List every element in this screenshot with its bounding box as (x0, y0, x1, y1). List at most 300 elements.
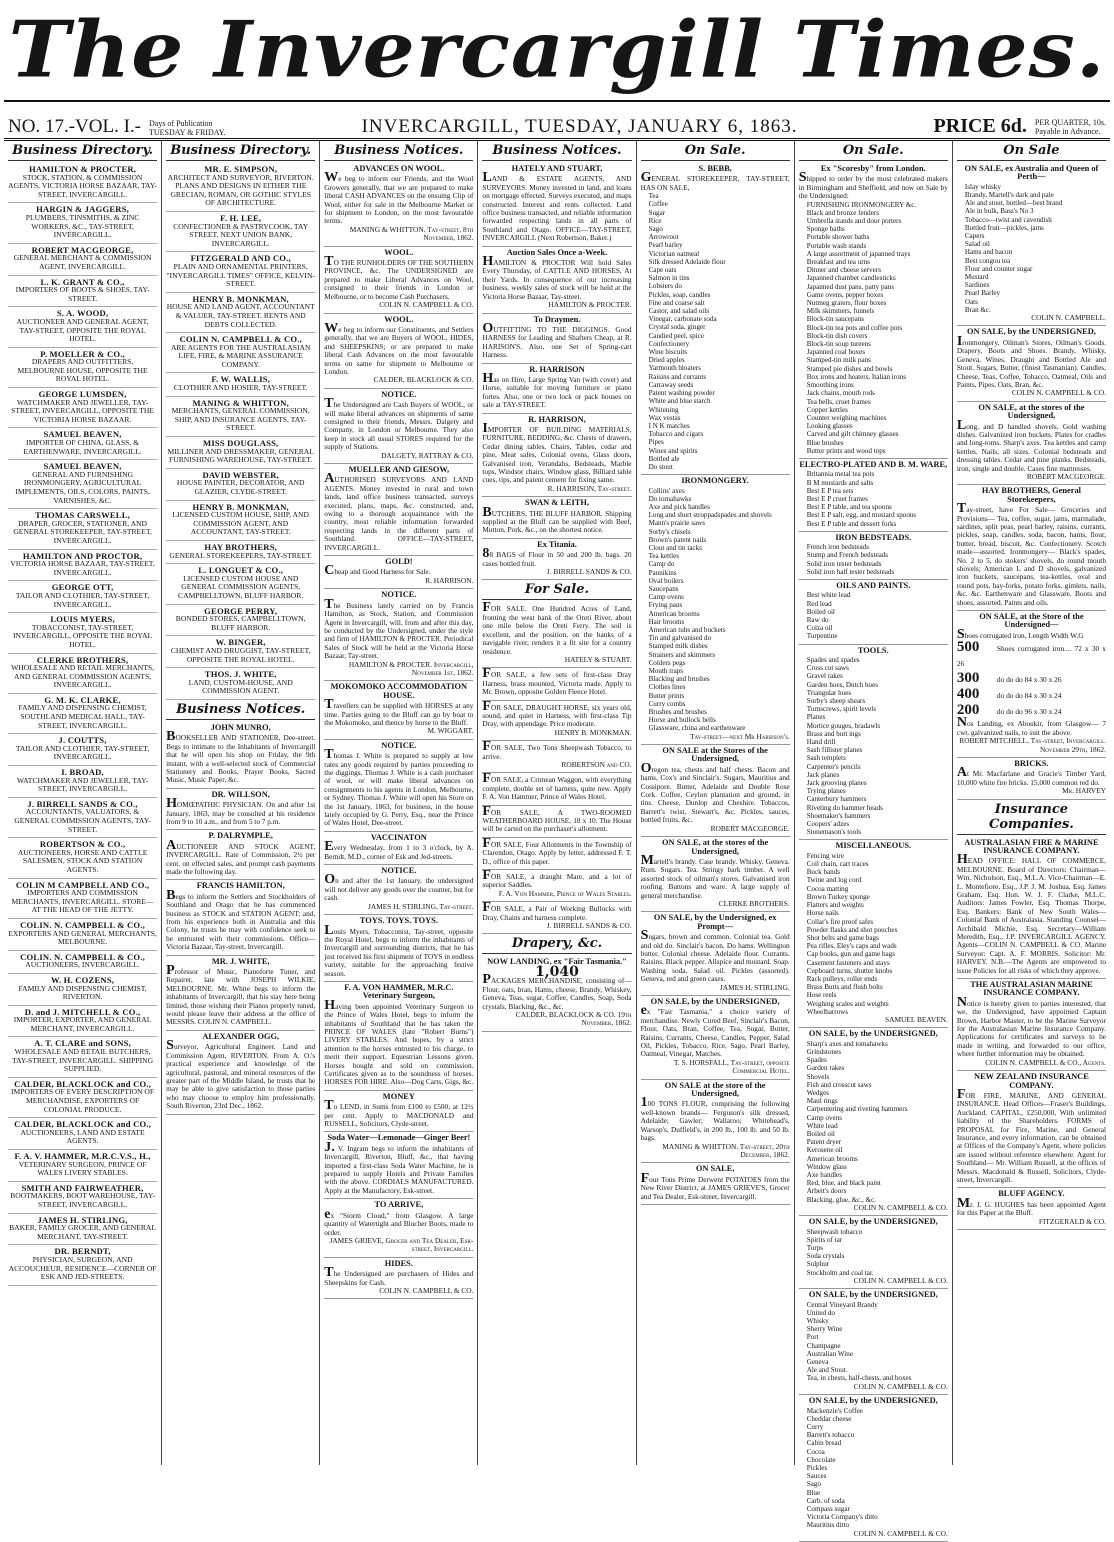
list-item: Shoemaker's hammers (806, 811, 871, 820)
advertisement (641, 1163, 790, 1205)
advertisement (324, 915, 473, 982)
business-name: W. H. COZENS, (50, 974, 115, 985)
directory-card (8, 694, 157, 734)
list-item: Buck bands (806, 868, 841, 877)
list-item: Block-tin saucepans (806, 315, 865, 324)
list-item: Pannikins (648, 568, 677, 577)
ad-body: Every Wednesday, from 1 to 3 o'clock, by A. Berndt, M.D., corner of Esk and Jed-streets. (324, 839, 474, 861)
list-item: Pearl barley (648, 241, 683, 250)
column-4 (478, 141, 636, 1465)
business-line: GENERAL MERCHANT & COMMISSION AGENT, INVERCARGILL. (13, 253, 152, 271)
list-item: FURNISHING IRONMONGERY &c. (806, 200, 917, 209)
list-item: Castor, and salad oils (648, 307, 709, 316)
list-item: Stamped pie dishes and bowls (806, 364, 893, 373)
directory-card (166, 501, 315, 541)
business-name: A. T. CLARE and SONS, (34, 1038, 131, 1049)
directory-card (8, 734, 157, 766)
advertisement (324, 740, 473, 832)
ad-title: ON SALE, by the UNDERSIGNED, (808, 1290, 938, 1300)
ad-signature: MANING & WHITTON. Tay-street, 8th November, 1862. (349, 224, 474, 243)
list-item: Cupboard turns, shutter knobs (806, 966, 893, 975)
list-item: Weighing scales and weights (806, 999, 889, 1008)
list-item: Spades and spades (806, 656, 860, 664)
ad-body: To LEND, in Sums from £100 to £500, at 12½ per cent. Apply to MACDONALD and RUSSELL, Solicitors, Clyde-street. (324, 1098, 474, 1129)
advertisement (957, 326, 1106, 401)
list-item: Compass sugar (806, 1504, 850, 1513)
item-list (799, 470, 948, 527)
business-line: IMPORTERS AND COMMISSION MERCHANTS, INVERCARGILL. STORE—AT THE HEAD OF THE JETTY. (11, 888, 154, 915)
business-line: BONDED STORES, CAMPBELLTOWN, BLUFF HARBOR. (175, 614, 306, 632)
list-item: Sardines (964, 281, 990, 290)
advertisement (799, 163, 948, 459)
advertisement (324, 247, 473, 314)
ad-signature: CLERKE BROTHERS. (718, 898, 790, 908)
list-item: Cocoa (806, 1447, 825, 1456)
list-item: Stamped milk dishes (648, 642, 708, 651)
directory-card (8, 581, 157, 613)
ad-body: BUTCHERS, THE BLUFF HARBOR. Shipping supplied at the Bluff can be supplied with Beef, Mutton, Pork, &c., on the shortest notice. (482, 504, 632, 535)
ad-title: TOOLS. (857, 645, 889, 655)
list-item: Do tomahawks (648, 494, 692, 503)
advertisement (324, 464, 473, 556)
ad-body: Cheap and Good Harness for Sale. (324, 563, 431, 579)
list-item: Wheelbarrows (806, 1007, 849, 1016)
column-2 (162, 141, 320, 1465)
ad-title: ALEXANDER OGG, (202, 1031, 280, 1041)
advertisement (641, 996, 790, 1080)
list-item: Garden hoes, Dutch hoes (806, 680, 879, 689)
list-item: American brooms (648, 609, 700, 618)
list-item: Ale and Stout. (806, 1366, 848, 1375)
business-name: D. and J. MITCHELL & CO., (24, 1006, 141, 1017)
ad-body: TO THE RUNHOLDERS OF THE SOUTHERN PROVINCE, &c. The UNDERSIGNED are prepared to make Liberal Advances on Wool, consigned to their friends in London or Melbourne, or to become Cash Purchasers. (324, 254, 474, 301)
package-count: 1,040 (535, 963, 579, 980)
list-item: Sauces (806, 1472, 827, 1481)
quantity-row (957, 687, 1106, 703)
directory-card (8, 307, 157, 347)
list-item: Jack grooving planes (806, 779, 867, 788)
ad-body: The Undersigned are purchasers of Hides and Sheepskins for Cash. (324, 1265, 474, 1287)
ad-signature: COLIN N. CAMPBELL & CO. (853, 1381, 948, 1391)
list-item: Yarmouth bloaters (648, 364, 701, 373)
list-item: Blue (806, 1488, 821, 1497)
directory-card (166, 333, 315, 373)
ad-body: Surveyor, Agricultural Engineer. Land and Commission Agent, RIVERTON. From A. O.'s practical experience and knowledge of the agricultural, pastoral, and mineral resources of the greater part of the Middle Island, he trusts that he may be able to give satisfaction to those parties who may choose to employ him professionally. South Riverton, 23rd Dec., 1862. (166, 1038, 316, 1111)
list-item: Horse and bullock bells (648, 716, 716, 725)
list-item: Pickles (806, 1463, 828, 1472)
list-item: Mortice gouges, bradawls (806, 721, 881, 730)
list-item: Brandy, Martell's dark and pale (964, 191, 1054, 200)
business-name: LOUIS MYERS, (50, 614, 115, 625)
business-name: CALDER, BLACKLOCK and CO., (14, 1119, 152, 1130)
ad-title: S. BEBB, (698, 164, 732, 173)
advertisement (957, 758, 1106, 800)
business-line: VICTORIA HORSE BAZAAR, TAY-STREET, INVERCARGILL. (10, 559, 155, 577)
business-line: PLUMBERS, TINSMITHS, & ZINC WORKERS, &C., TAY-STREET, INVERCARGILL. (25, 212, 140, 240)
ad-body: BOOKSELLER AND STATIONER, Dee-street. Begs to intimate to the Inhabitants of Invercargill that he will open his shop on Friday, the 9th instant, with a well-selected stock of Commercial Stationery and Books, Prayer Books, Sacred Music, Music Paper, &c. (166, 729, 316, 785)
advertisement (799, 532, 948, 580)
list-item: Best E P cruet frames (806, 494, 868, 503)
list-item: Twine and log cord (806, 876, 862, 885)
ad-body: FOR SALE, a Crimean Waggon, with everything complete, double set of harness, quite new. Apply F. A. Von Hammer, Prince of Wales Hotel. (482, 771, 632, 802)
list-item: Rack pulleys, roller ends (806, 974, 878, 983)
list-item: Casement fasteners and stays (806, 958, 890, 967)
business-line: VETERINARY SURGEON, PRINCE OF WALES LIVERY STABLES. (18, 1159, 147, 1178)
ad-title: ON SALE at the store of the Undersigned, (664, 1080, 766, 1099)
list-item: Hair brooms (648, 617, 685, 626)
ad-body: HAMILTON & PROCTOR Will hold Sales Every Thursday, of CATTLE AND HORSES, At their Yards. In consequence of our increasing business, weekly sales of stock will be held at the Victoria Horse Bazaar, Tay-street. (482, 254, 632, 301)
business-line: TAILOR AND CLOTHIER, TAY-STREET, INVERCARGILL. (15, 590, 150, 609)
section-heading: On Sale. (641, 141, 790, 161)
advertisement (482, 314, 631, 364)
business-name: HENRY B. MONKMAN, (192, 293, 289, 304)
directory-card (166, 293, 315, 333)
list-item: Turnscrews, spirit levels (806, 705, 876, 714)
list-item: Nutmeg graters, flour boxes (806, 299, 887, 308)
list-item: Silk dressed Adelaide flour (648, 257, 726, 266)
ad-signature: J. BIRRELL SANDS & CO. (546, 921, 632, 931)
business-name: F. W. WALLIS, (211, 374, 271, 385)
business-line: ACCOUNTANTS, VALUATORS, & GENERAL COMMISSION AGENTS, TAY-STREET. (14, 807, 151, 834)
section-heading: Business Directory. (166, 141, 315, 161)
quantity: 300 (956, 670, 980, 687)
list-item: Portable wash stands (806, 241, 867, 250)
list-item: Fine and coarse salt (648, 298, 705, 307)
list-item: Breakfast and tea urns (806, 258, 870, 267)
list-item: Riveting do hammer heads (806, 803, 883, 812)
ad-body: We beg to inform our Constituents, and Settlers generally, that we are Buyers of WOOL, HIDES, and SHEEPSKINS; or are prepared to make liberal Cash Advances on the most favourable terms on same for shipment to Melbourne or London. (324, 320, 474, 376)
ad-title: NEW ZEALAND INSURANCE COMPANY. (974, 1072, 1089, 1090)
list-item: Brushes and brushes (648, 708, 707, 717)
section-heading: Drapery, &c. (482, 934, 631, 954)
business-line: MILLINER AND DRESSMAKER, GENERAL FURNISHING WAREHOUSE, TAY-STREET. (167, 446, 314, 465)
list-item: Best E P table, and tea spoons (806, 503, 892, 512)
ad-signature: M. WIGGART. (427, 726, 474, 736)
directory-card (8, 766, 157, 798)
list-item: Planes (806, 713, 826, 722)
list-item: Saucepans (648, 584, 679, 593)
directory-card (166, 373, 315, 396)
list-item: Best E P tea sets (806, 486, 854, 495)
directory-card (166, 668, 315, 700)
ad-signature: ROBERTSON and CO. (561, 759, 632, 769)
advertisement (482, 741, 631, 773)
quantity-spec: Shoes corrugated iron.... 72 x 30 x 26 (956, 644, 1106, 669)
list-item: Ale in bulk, Bass's No 3 (964, 207, 1034, 216)
ad-title: MOKOMOKO ACCOMMODATION HOUSE. (330, 682, 468, 700)
ad-title: THE AUSTRALASIAN MARINE INSURANCE COMPANY. (970, 980, 1093, 998)
list-item: Sulphur (806, 1260, 830, 1269)
directory-card (166, 397, 315, 437)
ad-body: GENERAL STOREKEEPER, TAY-STREET, HAS ON SALE, (640, 170, 790, 192)
list-item: Grindstones (806, 1047, 841, 1056)
ad-body: Martell's brandy. Case brandy. Whisky. Geneva. Rum. Sugars. Tea. Stringy bark timber. A well assorted stock of oilman's stores. Galvanised iron roofing. Buttons and ware. A large supply of general merchandise. (640, 852, 790, 900)
list-item: Cheddar cheese (806, 1414, 852, 1423)
ad-title: VACCINATON (370, 832, 427, 842)
list-item: Jack chains, mouth rods (806, 389, 875, 398)
advertisement (799, 1395, 948, 1542)
ad-body: FOR SALE, Two Tons Sheepwash Tobacco, to arrive. (482, 739, 632, 761)
list-item: Wines and spirits (648, 446, 698, 455)
ad-title: ON SALE, at the stores of the Undersigned, (662, 838, 769, 856)
list-item: Shovels (806, 1072, 830, 1081)
ad-title: ON SALE at the Stores of the Undersigned, (662, 746, 768, 764)
ad-signature: J. BIRRELL SANDS & CO. (546, 567, 632, 577)
ad-title: ON SALE, by the UNDERSIGNED, (808, 1396, 938, 1406)
list-item: Carved and gilt chimney glasses (806, 430, 899, 439)
directory-card (8, 613, 157, 653)
business-line: TAILOR AND CLOTHIER, TAY-STREET, INVERCARGILL. (15, 743, 150, 762)
directory-card (8, 163, 157, 203)
ad-body: Louis Myers, Tobacconist, Tay-street, opposite the Royal Hotel, begs to inform the inhabitants of Invercargill and surrounding districts, that he has just received his first shipment of TOYS in endless variety, suitable for the approaching festive season. (324, 922, 474, 978)
advertisement (957, 979, 1106, 1071)
list-item: Japanned dust pans, patty pans (806, 282, 894, 291)
directory-card (8, 276, 157, 308)
list-item: Port (806, 1333, 819, 1342)
list-item: Spades (806, 1056, 827, 1065)
list-item: Jack planes (806, 770, 840, 779)
advertisement (482, 414, 631, 498)
list-item: Coopers' adzes (806, 820, 850, 829)
ad-title: ADVANCES ON WOOL. (353, 164, 445, 173)
business-name: J. COUTTS, (58, 735, 107, 746)
list-item: Colders pegs (648, 658, 686, 667)
list-item: Butter prints and wood tops (806, 446, 886, 455)
list-item: Sheepwash tobacco (806, 1227, 863, 1236)
business-name: HAY BROTHERS, (204, 541, 278, 552)
list-item: Oats (964, 297, 978, 306)
list-item: Solid iron tester bedsteads (806, 559, 882, 568)
list-item: Shot belts and game bags (806, 933, 879, 942)
list-item: Tea, in chests, half-chests, and boxes (806, 1374, 912, 1383)
list-item: Sago (648, 225, 663, 234)
advertisement (482, 163, 631, 247)
list-item: Cocoa matting (806, 884, 849, 893)
list-item: Lobsters do (648, 282, 682, 291)
directory-card (8, 1245, 157, 1285)
list-item: Bottled fruit—pickles, jams (964, 223, 1044, 232)
ad-signature: FITZGERALD & CO. (1038, 1216, 1106, 1226)
list-item: Pearl Barley (964, 289, 1001, 298)
business-line: WHOLESALE AND RETAIL BUTCHERS, TAY-STREET, INVERCARGILL. SHIPPING SUPPLIED. (11, 1047, 154, 1074)
business-line: MERCHANTS, GENERAL COMMISSION, SHIP, AND INSURANCE AGENTS, TAY-STREET. (171, 406, 310, 433)
business-name: F. A. V. HAMMER, M.R.C.V.S., H., (14, 1151, 151, 1161)
business-name: I. BROAD, (61, 767, 104, 778)
ad-title: To Draymen. (533, 314, 581, 324)
ad-title: MISCELLANEOUS. (835, 841, 912, 851)
ad-body: FOR SALE, a few sets of first-class Dray Harness, brass mounted, Victoria made. Apply to Mr. Brown, opposite Golden Fleece Hotel. (482, 666, 632, 697)
advertisement (957, 485, 1106, 611)
ad-title: Auction Sales Once a-Week. (506, 247, 608, 257)
list-item: American brooms (806, 1154, 858, 1163)
business-name: J. BIRRELL SANDS & CO., (27, 798, 138, 809)
list-item: Cap books, gun and game bags (806, 950, 895, 959)
list-item: Salmon in tins (648, 274, 690, 283)
business-name: GEORGE LUMSDEN, (38, 389, 127, 400)
masthead-title: The Invercargill Times. (8, 4, 1106, 96)
ad-title: ON SALE, by the UNDERSIGNED, (808, 1217, 938, 1227)
list-item: Salad oil (964, 240, 990, 249)
list-item: Sash fillister planes (806, 746, 863, 755)
list-item: Flatters and weights (806, 901, 864, 910)
issue-number: NO. 17.-VOL. I.- Days of Publication TUESDAY & FRIDAY. (8, 116, 226, 138)
ad-signature: COLIN N. CAMPBELL & CO. (853, 1202, 948, 1212)
list-item: Mackenzie's Coffee (806, 1406, 863, 1415)
business-name: MR. E. SIMPSON, (204, 164, 278, 174)
business-line: AUCTIONEER AND GENERAL AGENT, TAY-STREET, OPPOSITE THE ROYAL HOTEL. (16, 316, 149, 344)
list-item: Counter weighing machines (806, 413, 887, 422)
dateline (4, 100, 1110, 141)
ad-signature: CALDER, BLACKLOCK & CO. (373, 375, 474, 385)
list-item: Black and bronze fenders (806, 208, 879, 217)
list-item: Window glass (806, 1162, 847, 1171)
ad-extra: Nos Landing, ex Aboukir, from Glasgow— 7 cwt. galvanized nails, to suit the above. (956, 715, 1106, 737)
list-item: Coil chain, cart traces (806, 860, 869, 869)
columns (4, 141, 1110, 1538)
business-line: FAMILY AND DISPENSING CHEMIST, SOUTHLAND MEDICAL HALL, TAY-STREET, INVERCARGILL. (18, 703, 147, 730)
directory-card (8, 654, 157, 694)
advertisement (957, 837, 1106, 980)
ad-body: Having been appointed Veterinary Surgeon to the Prince of Wales Hotel, begs to inform the inhabitants of Southland that he has taken the PRINCE OF WALES (late "Robert Burns") LIVERY STABLES. And hopes, by a strict attention to the horses entrusted to his charge, to merit their support. Equestrian Lessons given. Horses bought and sold on commission. Certificates given as to the soundness of horses. HORSES FOR HIRE. Also—Dog Carts, Gigs, &c. (324, 997, 474, 1087)
business-line: WATCHMAKER AND JEWELLER, TAY-STREET, INVERCARGILL, OPPOSITE THE VICTORIA HORSE BAZAAR. (11, 397, 155, 424)
item-list (799, 852, 948, 1016)
ad-body: Notice is hereby given to parties interested, that we, the Undersigned, have appointed Captain Brown, Harbor Master, to be the Marine Surveyor for the Australasian Marine Insurance Company. Applications for certificates and surveys to be made in writing, and forwarded to our office, where further information may be obtained. (956, 994, 1106, 1059)
business-name: COLIN. N. CAMPBELL & CO., (20, 951, 145, 962)
ad-signature: COLIN N. CAMPBELL & CO. (379, 300, 474, 310)
list-item: Vinegar, carbonate soda (648, 315, 717, 324)
list-item: Coffee (648, 200, 668, 209)
list-item: Arrowroot (648, 233, 679, 242)
list-item: Cross cut saws (806, 664, 849, 673)
business-name: THOS. J. WHITE, (204, 669, 277, 680)
ad-title: ON SALE, by the UNDERSIGNED, (808, 1029, 938, 1039)
business-line: LICENSED CUSTOM HOUSE AND GENERAL COMMISSION AGENTS, CAMPBELLTOWN, BLUFF HARBOR. (178, 573, 304, 600)
quantity-spec: do do do 84 x 30 x 24 (996, 691, 1062, 701)
ad-body: Travellers can be supplied with HORSES at any time. Parties going to the Bluff can go by boat to the Mokomoko, and thence by horse to the Bluff. (324, 697, 474, 727)
list-item: Ale and stout, bottled—best brand (964, 199, 1063, 208)
ad-signature: JAMES H. STIRLING. (719, 982, 790, 992)
ad-title: NOTICE. (381, 590, 417, 600)
ad-body: Professor of Music, Pianoforte Tuner, and Repairer, late with JOSEPH WILKIE, MELBOURNE. Mr. White begs to inform the inhabitants of Invercargill, that his stay here being limited, those wishing their Pianos properly tuned, would please leave their address at the office of MESSRS. COLIN N. CAMPBELL. (166, 963, 316, 1027)
ad-signature: R. HARRISON, Tay-street. (547, 483, 632, 493)
list-item: Block-tin dish covers (806, 331, 868, 340)
business-name: SMITH AND FAIRWEATHER, (21, 1182, 144, 1193)
list-item: Whitening (648, 405, 679, 414)
business-name: THOMAS CARSWELL, (35, 510, 131, 521)
directory-card (8, 460, 157, 509)
ad-title: Ex "Scoresby" from London. (820, 164, 926, 173)
ad-signature: ROBERT MACGEORGE. (710, 823, 790, 833)
ad-signature: Tay-street—next Mr Harrison's. (690, 731, 790, 741)
list-item: Clout and tin tacks (648, 543, 702, 552)
business-line: GENERAL STOREKEEPERS, TAY-STREET. (169, 550, 313, 560)
list-item: Patent washing powder (648, 389, 715, 398)
ad-signature: COLIN N. CAMPBELL. (1031, 313, 1106, 323)
list-item: Blacking, glue, &c., &c. (806, 1195, 877, 1204)
list-item: Box irons and heaters, Italian irons (806, 372, 906, 381)
list-item: Glassware, china and earthenware (648, 724, 746, 733)
list-item: Canterbury hammers (806, 795, 867, 804)
quantity: 500 (956, 639, 980, 656)
business-name: S. A. WOOD, (56, 308, 109, 319)
list-item: Raisins and currants (648, 372, 707, 381)
ad-title: Ex Titania. (537, 539, 577, 549)
list-item: Mustard (964, 273, 989, 282)
advertisement (324, 681, 473, 739)
list-item: Red, blue, and black paint (806, 1179, 881, 1188)
list-item: Whisky (806, 1317, 829, 1326)
ad-body: The Undersigned are Cash Buyers of WOOL, or will make liberal advances on shipments of same consigned to their friends, Messrs. Dalgety and Company, in London or Melbourne. They also keep in stock all usual STORES required for the supply of Stations. (324, 396, 474, 452)
ad-title: MR. J. WHITE, (211, 956, 270, 966)
item-list (799, 1228, 948, 1277)
place-date: INVERCARGILL, TUESDAY, JANUARY 6, 1863. (361, 116, 798, 137)
list-item: B M mustards and salts (806, 478, 874, 487)
advertisement (482, 539, 631, 581)
list-item: Trying planes (806, 787, 846, 796)
list-item: Brass Butts and flush bolts (806, 983, 883, 992)
advertisement (957, 402, 1106, 486)
directory-card (8, 1214, 157, 1246)
ad-body: HOMŒPATHIC PHYSICIAN. On and after 1st January, 1863, may be consulted at his residence from 9 to 10 a.m., and from 5 to 7 p.m. (166, 796, 316, 826)
list-item: White lead (806, 1121, 838, 1130)
directory-card (8, 428, 157, 460)
list-item: Axe handles (806, 1171, 842, 1179)
list-item: Brown's patent nails (648, 535, 707, 544)
list-item: Tobacco and cigars (648, 430, 704, 439)
business-name: DAVID WEBSTER, (202, 469, 279, 480)
list-item: Butter prints (648, 691, 685, 700)
advertisement (957, 1071, 1106, 1188)
list-item: Sugar (648, 208, 666, 217)
quantity-spec: do do do 84 x 30 x 26 (996, 675, 1062, 685)
drapery-advertisement (482, 956, 631, 1031)
item-list (799, 1301, 948, 1383)
business-line: WHOLESALE AND RETAIL MERCHANTS, AND GENERAL COMMISSION AGENTS, INVERCARGILL. (11, 663, 155, 690)
business-name: FITZGERALD AND CO., (190, 253, 291, 264)
business-name: L. LONGUET & CO., (198, 565, 284, 576)
list-item: Central Vineyard Brandy (806, 1300, 878, 1309)
ad-title: R. HARRISON, (528, 414, 586, 424)
list-item: Carpentering and riveting hammers (806, 1105, 908, 1114)
advertisement (482, 835, 632, 870)
ad-title: IRON BEDSTEADS. (835, 532, 912, 542)
business-name: P. MOELLER & CO., (40, 348, 125, 359)
advertisement (799, 1289, 948, 1395)
list-item: Best white lead (806, 591, 851, 600)
business-line: AUCTIONEERS, LAND AND ESTATE AGENTS. (20, 1127, 145, 1146)
list-item: Dinner and cheese servers (806, 266, 881, 275)
column-6 (795, 141, 953, 1538)
list-item: Japanned coal boxes (806, 348, 866, 357)
ad-title: F. A. VON HAMMER, M.R.C. Veterinary Surgeon, (344, 982, 454, 1001)
list-item: Camp ovens (806, 1113, 842, 1122)
section-heading: Business Notices. (166, 700, 315, 720)
list-item: Champagne (806, 1341, 841, 1350)
list-item: United do (806, 1308, 835, 1317)
list-item: Tin and galvanised do (648, 634, 712, 643)
ad-title: WOOL. (384, 247, 414, 257)
quantity-spec: do do do 96 x 30 x 24 (996, 707, 1062, 717)
list-item: Rice (648, 216, 662, 225)
directory-card (166, 605, 315, 637)
advertisement (482, 247, 631, 314)
list-item: Bottled ale (648, 454, 680, 463)
ad-title: NOW LANDING, ex "Fair Tasmania." (487, 957, 627, 967)
list-item: Turpentine (806, 632, 838, 641)
days-value: TUESDAY & FRIDAY. (148, 128, 226, 138)
advertisement (482, 602, 631, 668)
price-terms-2: Payable in Advance. (1034, 127, 1101, 137)
